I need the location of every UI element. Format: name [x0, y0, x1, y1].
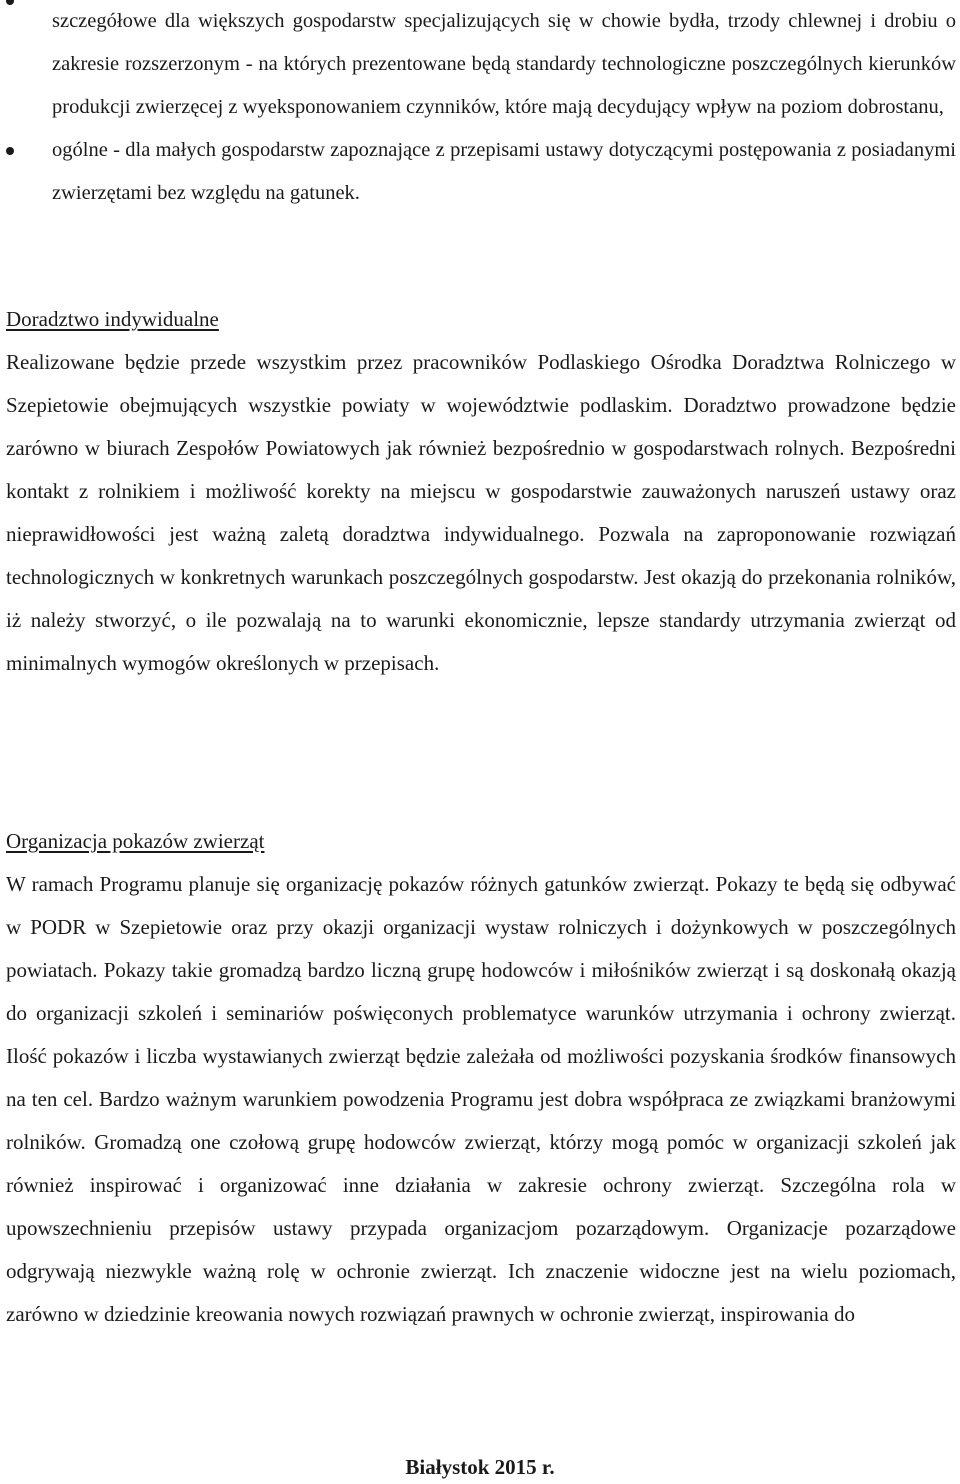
bullet-text: ogólne - dla małych gospodarstw zapoznające z przepisami ustawy dotyczącymi postępowania z posiadanymi zwierzętami bez względu na gatunek.: [52, 139, 956, 204]
section-animal-shows: [6, 820, 956, 1336]
bullet-icon: [6, 0, 14, 5]
section-individual-advisory: [6, 298, 956, 685]
page-footer: Białystok 2015 r.: [405, 1455, 555, 1479]
bullet-icon: [6, 147, 14, 155]
bullet-item: [0, 0, 960, 129]
bullet-list: [0, 0, 960, 215]
section-paragraph: W ramach Programu planuje się organizację pokazów różnych gatunków zwierząt. Pokazy te będą się odbywać w PODR w Szepietowie oraz przy okazji organizacji wystaw rolniczych i dożynkowych w poszczególnych powiatach. Pokazy takie gromadzą bardzo liczną grupę hodowców i miłośników zwierząt i są doskonałą okazją do organizacji szkoleń i seminariów poświęconych problematyce warunków utrzymania i ochrony zwierząt. Ilość pokazów i liczba wystawianych zwierząt będzie zależała od możliwości pozyskania środków finansowych na ten cel. Bardzo ważnym warunkiem powodzenia Programu jest dobra współpraca ze związkami branżowymi rolników. Gromadzą one czołową grupę hodowców zwierząt, którzy mogą pomóc w organizacji szkoleń jak również inspirować i organizować inne działania w zakresie ochrony zwierząt. Szczególna rola w upowszechnieniu przepisów ustawy przypada organizacjom pozarządowym. Organizacje pozarządowe odgrywają niezwykle ważną rolę w ochronie zwierząt. Ich znaczenie widoczne jest na wielu poziomach, zarówno w dziedzinie kreowania nowych rozwiązań prawnych w ochronie zwierząt, inspirowania do: [6, 872, 956, 1326]
bullet-item: [0, 129, 960, 215]
section-heading: Doradztwo indywidualne: [6, 307, 219, 331]
section-paragraph: Realizowane będzie przede wszystkim przez pracowników Podlaskiego Ośrodka Doradztwa Rolniczego w Szepietowie obejmujących wszystkie powiaty w województwie podlaskim. Doradztwo prowadzone będzie zarówno w biurach Zespołów Powiatowych jak również bezpośrednio w gospodarstwach rolnych. Bezpośredni kontakt z rolnikiem i możliwość korekty na miejscu w gospodarstwie zauważonych naruszeń ustawy oraz nieprawidłowości jest ważną zaletą doradztwa indywidualnego. Pozwala na zaproponowanie rozwiązań technologicznych w konkretnych warunkach poszczególnych gospodarstw. Jest okazją do przekonania rolników, iż należy stworzyć, o ile pozwalają na to warunki ekonomicznie, lepsze standardy utrzymania zwierząt od minimalnych wymogów określonych w przepisach.: [6, 350, 956, 675]
bullet-text: szczegółowe dla większych gospodarstw specjalizujących się w chowie bydła, trzody chlewnej i drobiu o zakresie rozszerzonym - na których prezentowane będą standardy technologiczne poszczególnych kierunków produkcji zwierzęcej z wyeksponowaniem czynników, które mają decydujący wpływ na poziom dobrostanu,: [52, 10, 956, 118]
section-heading: Organizacja pokazów zwierząt: [6, 829, 265, 853]
